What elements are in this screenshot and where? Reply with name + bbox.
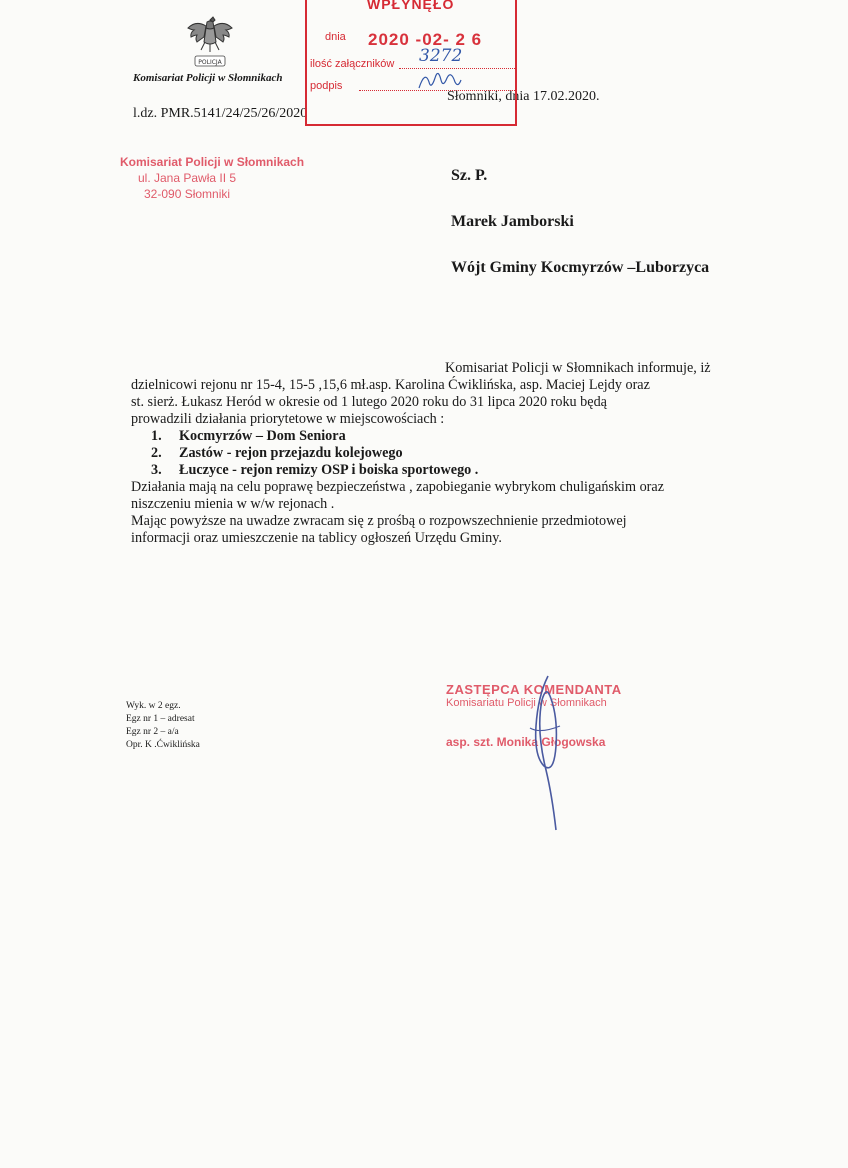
police-unit-name: Komisariat Policji w Słomnikach <box>133 72 283 84</box>
place-and-date: Słomniki, dnia 17.02.2020. <box>447 89 600 104</box>
copies-note: Wyk. w 2 egz. <box>126 701 181 711</box>
list-item: 3. Łuczyce - rejon remizy OSP i boiska sportowego . <box>151 462 479 478</box>
body-line: prowadzili działania priorytetowe w miejscowościach : <box>131 411 445 427</box>
body-line: st. sierż. Łukasz Heród w okresie od 1 lutego 2020 roku do 31 lipca 2020 roku będą <box>131 394 607 410</box>
signer-unit: Komisariatu Policji w Słomnikach <box>446 697 607 709</box>
prepared-by-note: Opr. K .Ćwiklińska <box>126 740 200 750</box>
polish-eagle-emblem <box>185 14 235 70</box>
body-line: Działania mają na celu poprawę bezpieczeństwa , zapobieganie wybrykom chuligańskim oraz <box>131 479 664 495</box>
copy-1-note: Egz nr 1 – adresat <box>126 714 195 724</box>
body-line: dzielnicowi rejonu nr 15-4, 15-5 ,15,6 mł.asp. Karolina Ćwiklińska, asp. Maciej Lejdy oraz <box>131 377 650 393</box>
body-line: informacji oraz umieszczenie na tablicy ogłoszeń Urzędu Gminy. <box>131 530 502 546</box>
signer-position: ZASTĘPCA KOMENDANTA <box>446 682 622 697</box>
address-stamp-city: 32-090 Słomniki <box>144 187 231 201</box>
received-stamp-title: WPŁYNĘŁO <box>367 0 455 12</box>
received-date-value: 2020 -02- 2 6 <box>368 30 483 49</box>
svg-text:POLICJA: POLICJA <box>198 59 222 66</box>
reference-number: l.dz. PMR.5141/24/25/26/2020 <box>133 106 308 121</box>
list-item: 1. Kocmyrzów – Dom Seniora <box>151 428 346 444</box>
body-line: Komisariat Policji w Słomnikach informuje, iż <box>445 360 711 376</box>
handwritten-signature <box>510 668 580 833</box>
received-date-label: dnia <box>325 31 346 43</box>
signer-name: asp. szt. Monika Głogowska <box>446 735 606 749</box>
attachments-value: 3272 <box>419 46 463 66</box>
copy-2-note: Egz nr 2 – a/a <box>126 727 179 737</box>
attachments-label: ilość załączników <box>310 58 395 70</box>
address-stamp <box>120 154 304 202</box>
recipient-name: Marek Jamborski <box>451 213 574 230</box>
address-stamp-street: ul. Jana Pawła II 5 <box>138 171 237 185</box>
recipient-salutation: Sz. P. <box>451 167 488 184</box>
locations-list <box>131 428 771 479</box>
distribution-notes <box>126 700 200 752</box>
body-line: Mając powyższe na uwadze zwracam się z prośbą o rozpowszechnienie przedmiotowej <box>131 513 627 529</box>
stamp-initials-signature <box>415 68 463 94</box>
list-item: 2. Zastów - rejon przejazdu kolejowego <box>151 445 403 461</box>
received-stamp <box>305 0 517 126</box>
body-line: niszczeniu mienia w w/w rejonach . <box>131 496 335 512</box>
signature-label: podpis <box>310 80 343 92</box>
letter-body <box>131 360 771 547</box>
recipient-title: Wójt Gminy Kocmyrzów –Luborzyca <box>451 259 710 276</box>
address-stamp-unit: Komisariat Policji w Słomnikach <box>120 155 305 169</box>
